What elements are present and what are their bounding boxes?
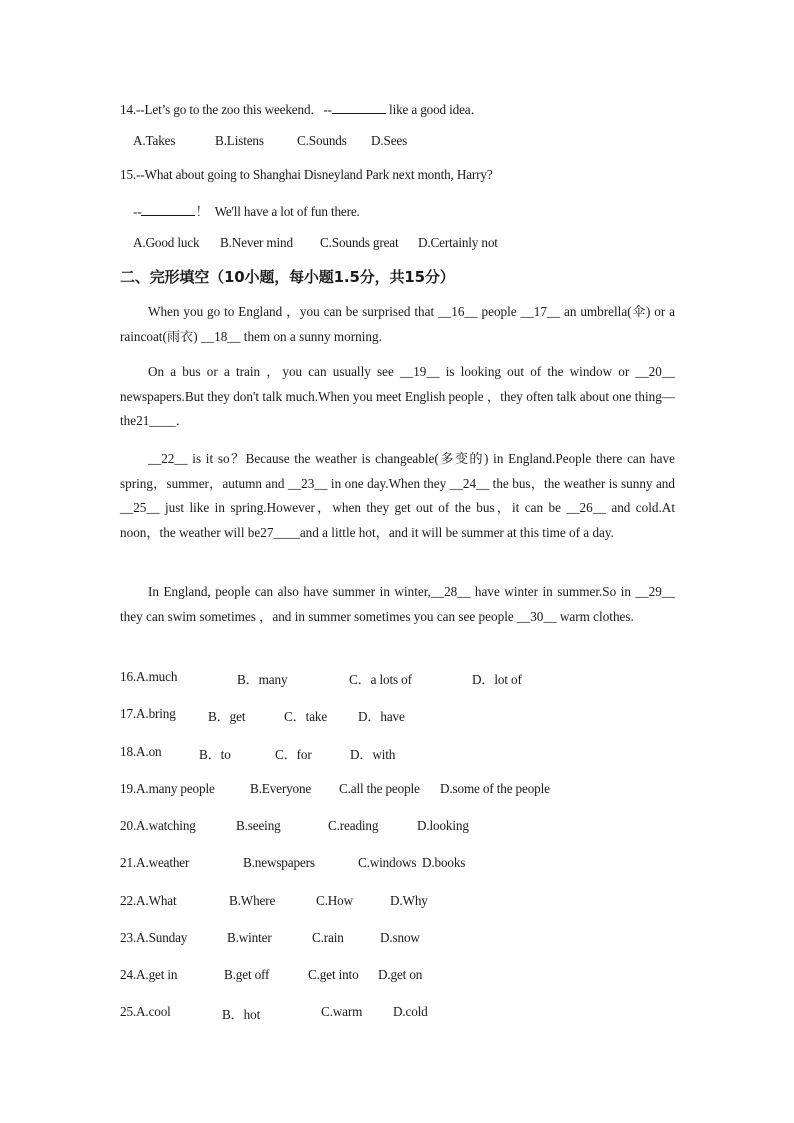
choice-option: A.get in	[136, 967, 178, 982]
q15-option-d: D.Certainly not	[418, 235, 498, 250]
choice-first-cell	[120, 1004, 171, 1020]
choice-first-cell	[120, 669, 177, 685]
q15-option-a: A.Good luck	[133, 235, 200, 250]
question-15-reply	[133, 201, 360, 220]
choice-option: A.watching	[136, 818, 196, 833]
passage-paragraph-3: __22__ is it so？Because the weather is changeable(多变的) in England.People there can have spring，summer，autumn and __23__ in one day.When they __24__ the bus，the weather is sunny and __25__ just like in spring.However，when they get out of the bus，it can be __26__ and cold.At noon，the weather will be27____and a little hot，and it will be summer at this time of a day.	[120, 451, 675, 540]
question-number: 24.	[120, 967, 137, 982]
section-2-heading: 二、完形填空（10小题，每小题1.5分，共15分）	[120, 268, 455, 286]
choice-option: A.many people	[136, 781, 215, 796]
q14-option-a: A.Takes	[133, 133, 176, 148]
choice-option: A.What	[136, 893, 177, 908]
choice-option: A.Sunday	[136, 930, 188, 945]
choice-first-cell	[120, 706, 176, 722]
q14-answer-blank	[332, 101, 386, 114]
choice-option: D.get on	[378, 967, 423, 982]
q15-reply-suffix: ！ We'll have a lot of fun there.	[195, 204, 360, 219]
choice-option: B.Where	[229, 893, 276, 908]
choice-option: D.cold	[393, 1004, 428, 1019]
question-number: 18.	[120, 744, 137, 759]
choice-option: B.seeing	[236, 818, 281, 833]
choice-first-cell	[120, 893, 177, 909]
choice-option: C.warm	[321, 1004, 363, 1019]
question-14-stem	[120, 99, 484, 118]
choice-option: D.looking	[417, 818, 469, 833]
choice-first-cell	[120, 781, 215, 797]
q14-option-c: C.Sounds	[297, 133, 347, 148]
choice-option: C.How	[316, 893, 353, 908]
choice-option: C.windows	[358, 855, 417, 870]
question-15-stem: 15.--What about going to Shanghai Disneyland Park next month, Harry?	[120, 167, 493, 182]
choice-option: C.reading	[328, 818, 379, 833]
q14-stem-text: 14.--Let’s go to the zoo this weekend．--	[120, 102, 332, 117]
choice-option: D.Why	[390, 893, 428, 908]
choice-option: A.weather	[136, 855, 190, 870]
choice-option: A.bring	[136, 706, 176, 721]
choice-option: D.books	[422, 855, 466, 870]
q15-option-b: B.Never mind	[220, 235, 293, 250]
choice-option: B．hot	[222, 1007, 261, 1022]
passage-paragraph-2: On a bus or a train ，you can usually see __19__ is looking out of the window or __20__ newspapers.But they don't talk much.When you meet English people ，they often talk about one thing—the21____．	[120, 364, 675, 428]
question-15-options	[133, 235, 498, 251]
q14-option-b: B.Listens	[215, 133, 264, 148]
passage-paragraph-1: When you go to England ，you can be surprised that __16__ people __17__ an umbrella(伞) or a raincoat(雨衣) __18__ them on a sunny morning.	[120, 304, 675, 344]
question-number: 20.	[120, 818, 137, 833]
choice-option: D．have	[358, 709, 405, 724]
choice-first-cell	[120, 744, 161, 760]
choice-first-cell	[120, 930, 187, 946]
q14-stem-tail: like a good idea．	[385, 102, 484, 117]
choice-first-cell	[120, 818, 196, 834]
question-14-options	[133, 133, 407, 149]
choice-option: C．take	[284, 709, 328, 724]
choice-option: A.cool	[136, 1004, 171, 1019]
passage-paragraph-4: In England, people can also have summer in winter,__28__ have winter in summer.So in __29__ they can swim sometimes ，and in summer sometimes you can see people __30__ warm clothes.	[120, 584, 675, 624]
choice-option: C.get into	[308, 967, 359, 982]
q15-answer-blank	[141, 203, 195, 216]
choice-option: B．to	[199, 747, 231, 762]
choice-option: B.newspapers	[243, 855, 315, 870]
choice-first-cell	[120, 855, 189, 871]
choice-option: D.snow	[380, 930, 420, 945]
question-number: 21.	[120, 855, 137, 870]
q15-reply-prefix: --	[133, 204, 142, 219]
q15-option-c: C.Sounds great	[320, 235, 399, 250]
q14-option-d: D.Sees	[371, 133, 408, 148]
choice-option: C.rain	[312, 930, 344, 945]
choice-option: D.some of the people	[440, 781, 550, 796]
choice-first-cell	[120, 967, 177, 983]
question-number: 17.	[120, 706, 137, 721]
question-number: 16.	[120, 669, 137, 684]
choice-option: C.all the people	[339, 781, 420, 796]
question-number: 19.	[120, 781, 137, 796]
choice-option: D．with	[350, 747, 396, 762]
question-number: 22.	[120, 893, 137, 908]
choice-option: A.on	[136, 744, 162, 759]
choice-option: D．lot of	[472, 672, 522, 687]
choice-option: A.much	[136, 669, 178, 684]
choice-option: B.winter	[227, 930, 272, 945]
choice-option: B．many	[237, 672, 288, 687]
choice-option: B.Everyone	[250, 781, 312, 796]
choice-option: C．a lots of	[349, 672, 412, 687]
question-number: 23.	[120, 930, 137, 945]
choice-option: C．for	[275, 747, 312, 762]
choice-option: B.get off	[224, 967, 270, 982]
question-number: 25.	[120, 1004, 137, 1019]
choice-option: B．get	[208, 709, 246, 724]
